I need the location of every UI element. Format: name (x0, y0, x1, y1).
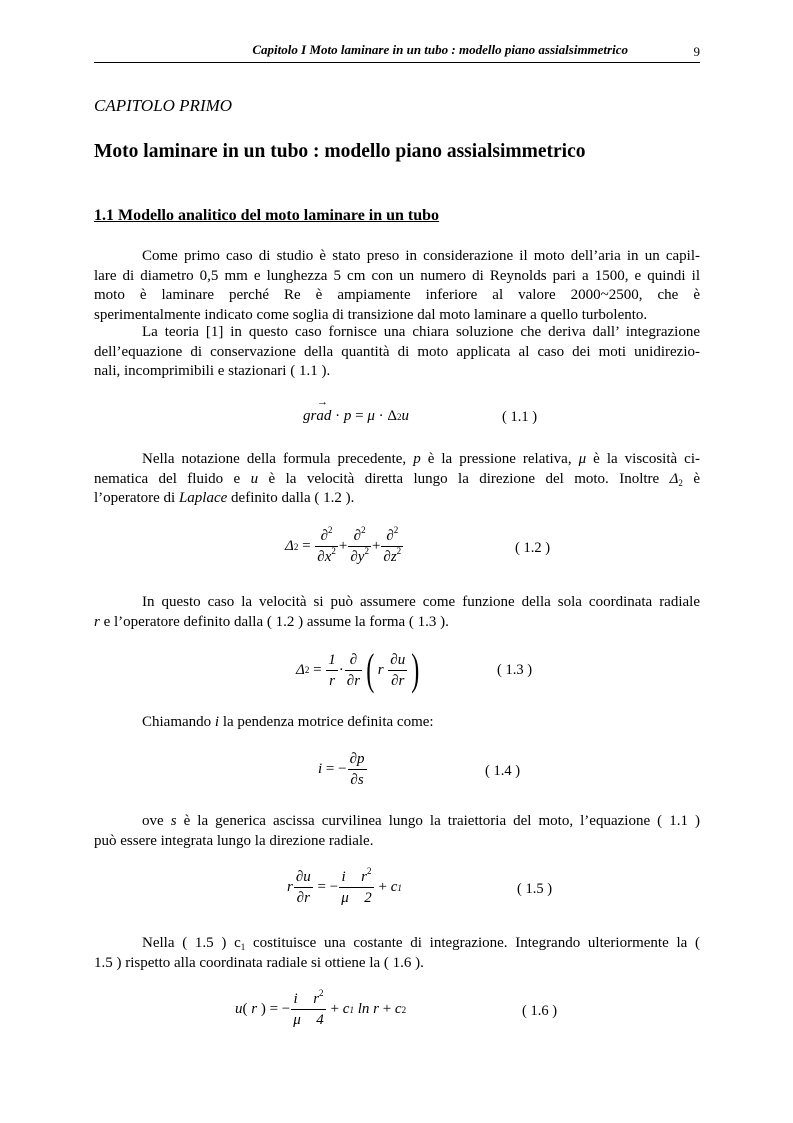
text-line: l’operatore di Laplace definito dalla ( 1.2 ). (94, 490, 355, 506)
text-line: Nella ( 1.5 ) $c_1$ costituisce una costante di integrazione. Integrando ulteriormente la ( (142, 935, 700, 952)
running-title: Capitolo I Moto laminare in un tubo : modello piano assialsimmetrico (252, 42, 628, 57)
page-number: 9 (693, 44, 700, 59)
section-title: 1.1 Modello analitico del moto laminare in un tubo (94, 207, 440, 224)
paragraph-constant (94, 934, 700, 973)
text-line: lare di diametro 0,5 mm e lunghezza 5 cm con un numero di Reynolds pari a 1500, e quindi il (94, 267, 700, 284)
text-line: In questo caso la velocità si può assumere come funzione della sola coordinata radiale (142, 594, 700, 610)
text-line: Nella notazione della formula precedente, p è la pressione relativa, μ è la viscosità ci- (142, 451, 700, 467)
equation-1-1: → grad · p = μ · Δ 2 u (303, 396, 409, 424)
chapter-label: CAPITOLO PRIMO (94, 96, 233, 115)
text-line: può essere integrata lungo la direzione radiale. (94, 832, 374, 849)
paragraph-radial (94, 593, 700, 632)
text-line: moto è laminare perché Re è ampiamente inferiore al valore 2000~2500, che è (94, 287, 700, 303)
equation-1-2: Δ 2 = $\frac{\partial^2}{\partial x^2}$ + $\frac{\partial^2}{\partial y^2}$ + $\frac{\partial^2}{\partial z^2}$ (285, 525, 402, 565)
paragraph-notation (94, 450, 700, 509)
running-header (94, 42, 700, 63)
equation-1-5: r $\frac{\partial u}{\partial r}$ = − $\frac{i r^2}{\mu 2}$ + c 1 (287, 866, 402, 906)
paragraph-integration (94, 812, 700, 851)
text-line: dell’equazione di conservazione della quantità di moto applicata al caso dei moti unidirezio- (94, 343, 700, 360)
equation-number: ( 1.4 ) (485, 763, 521, 779)
equation-number: ( 1.5 ) (517, 881, 553, 897)
paragraph-theory (94, 323, 700, 382)
text-line: r e l’operatore definito dalla ( 1.2 ) assume la forma ( 1.3 ). (94, 613, 449, 630)
text-line: nali, incomprimibili e stazionari ( 1.1 ). (94, 363, 331, 379)
equation-number: ( 1.3 ) (497, 662, 533, 678)
paragraph-slope (94, 713, 700, 733)
chapter-title: Moto laminare in un tubo : modello piano assialsimmetrico (94, 141, 586, 162)
equation-1-3: Δ 2 = $\frac{1}{r}$ · $\frac{\partial}{\partial r}$ ( r $\frac{\partial u}{\partial r}$ ) (296, 645, 420, 694)
equation-1-6: u ( r ) = − $\frac{i r^2}{\mu 4}$ + c 1 ln r + c 2 (235, 988, 407, 1028)
equation-number: ( 1.2 ) (515, 540, 551, 556)
text-line: 1.5 ) rispetto alla coordinata radiale si ottiene la ( 1.6 ). (94, 954, 424, 971)
equation-1-4: i = − $\frac{\partial p}{\partial s}$ (318, 751, 365, 788)
text-line: Chiamando i la pendenza motrice definita come: (142, 714, 434, 730)
equation-number: ( 1.6 ) (522, 1003, 558, 1019)
text-line: La teoria [1] in questo caso fornisce una chiara soluzione che deriva dall’ integrazione (142, 324, 700, 340)
text-line: ove s è la generica ascissa curvilinea lungo la traiettoria del moto, l’equazione ( 1.1 ) (142, 813, 700, 829)
text-line: Come primo caso di studio è stato preso in considerazione il moto dell’aria in un capil- (142, 248, 700, 264)
paragraph-intro (94, 247, 700, 325)
equation-number: ( 1.1 ) (502, 409, 538, 425)
text-line: nematica del fluido e u è la velocità diretta lungo la direzione del moto. Inoltre $\Delta_2$ è (94, 470, 700, 488)
text-line: sperimentalmente indicato come soglia di transizione dal moto laminare a quello turbolento. (94, 306, 648, 323)
